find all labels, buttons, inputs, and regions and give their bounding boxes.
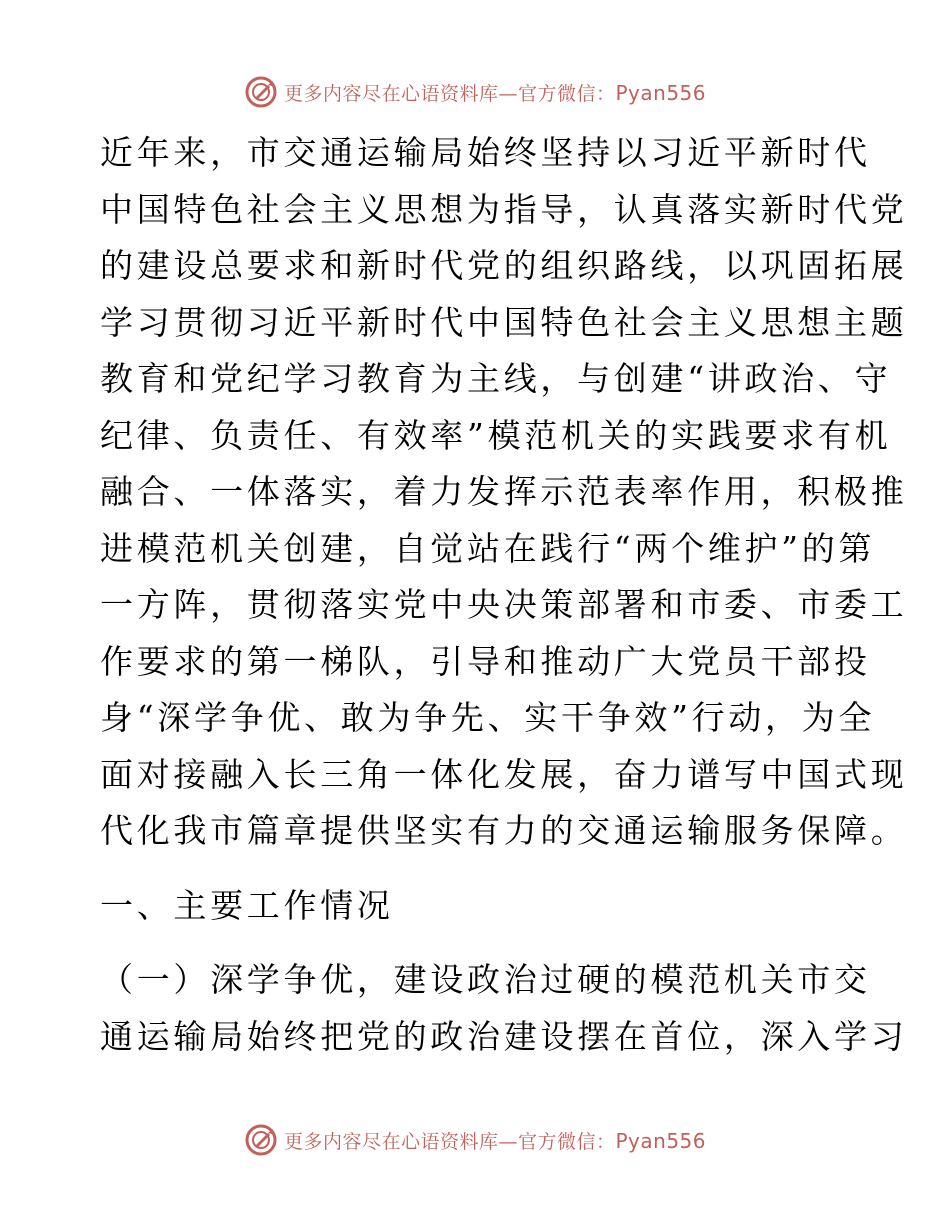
watermark-text bbox=[284, 79, 706, 106]
watermark-label: 更多内容尽在心语资料库—官方微信： bbox=[283, 82, 616, 105]
document-body bbox=[100, 125, 908, 1065]
text-line: 作要求的第一梯队，引导和推动广大党员干部投 bbox=[100, 641, 871, 681]
text-line: 中国特色社会主义思想为指导，认真落实新时代党 bbox=[100, 189, 908, 229]
text-line: 代化我市篇章提供坚实有力的交通运输服务保障。 bbox=[100, 811, 908, 850]
text-line: 近年来，市交通运输局始终坚持以习近平新时代 bbox=[100, 133, 871, 172]
watermark-id: Pyan556 bbox=[615, 80, 707, 105]
text-line: 一方阵，贯彻落实党中央决策部署和市委、市委工 bbox=[100, 585, 908, 624]
text-line: 面对接融入长三角一体化发展，奋力谱写中国式现 bbox=[100, 754, 908, 794]
text-line: 纪律、负责任、有效率”模范机关的实践要求有机 bbox=[100, 415, 892, 455]
text-line: （一）深学争优，建设政治过硬的模范机关市交 bbox=[100, 960, 871, 999]
text-line: 进模范机关创建，自觉站在践行“两个维护”的第 bbox=[100, 528, 876, 568]
text-line: 教育和党纪学习教育为主线，与创建“讲政治、守 bbox=[100, 359, 892, 398]
text-line: 学习贯彻习近平新时代中国特色社会主义思想主题 bbox=[100, 302, 908, 342]
watermark-header bbox=[0, 72, 950, 112]
section-heading: 一、主要工作情况 bbox=[100, 885, 394, 925]
paragraph-intro bbox=[100, 125, 908, 860]
text-line: 融合、一体落实，着力发挥示范表率作用，积极推 bbox=[100, 472, 908, 511]
text-line: 通运输局始终把党的政治建设摆在首位，深入学习 bbox=[100, 1016, 908, 1056]
text-line: 身“深学争优、敢为争先、实干争效”行动，为全 bbox=[100, 698, 876, 737]
watermark-footer bbox=[0, 1120, 950, 1160]
watermark-id: Pyan556 bbox=[615, 1128, 707, 1153]
watermark-label: 更多内容尽在心语资料库—官方微信： bbox=[283, 1130, 616, 1153]
paragraph-section-one bbox=[100, 952, 908, 1065]
text-line: 的建设总要求和新时代党的组织路线，以巩固拓展 bbox=[100, 246, 908, 285]
logo-icon bbox=[244, 1123, 278, 1157]
watermark-text bbox=[284, 1127, 706, 1154]
logo-icon bbox=[244, 75, 278, 109]
